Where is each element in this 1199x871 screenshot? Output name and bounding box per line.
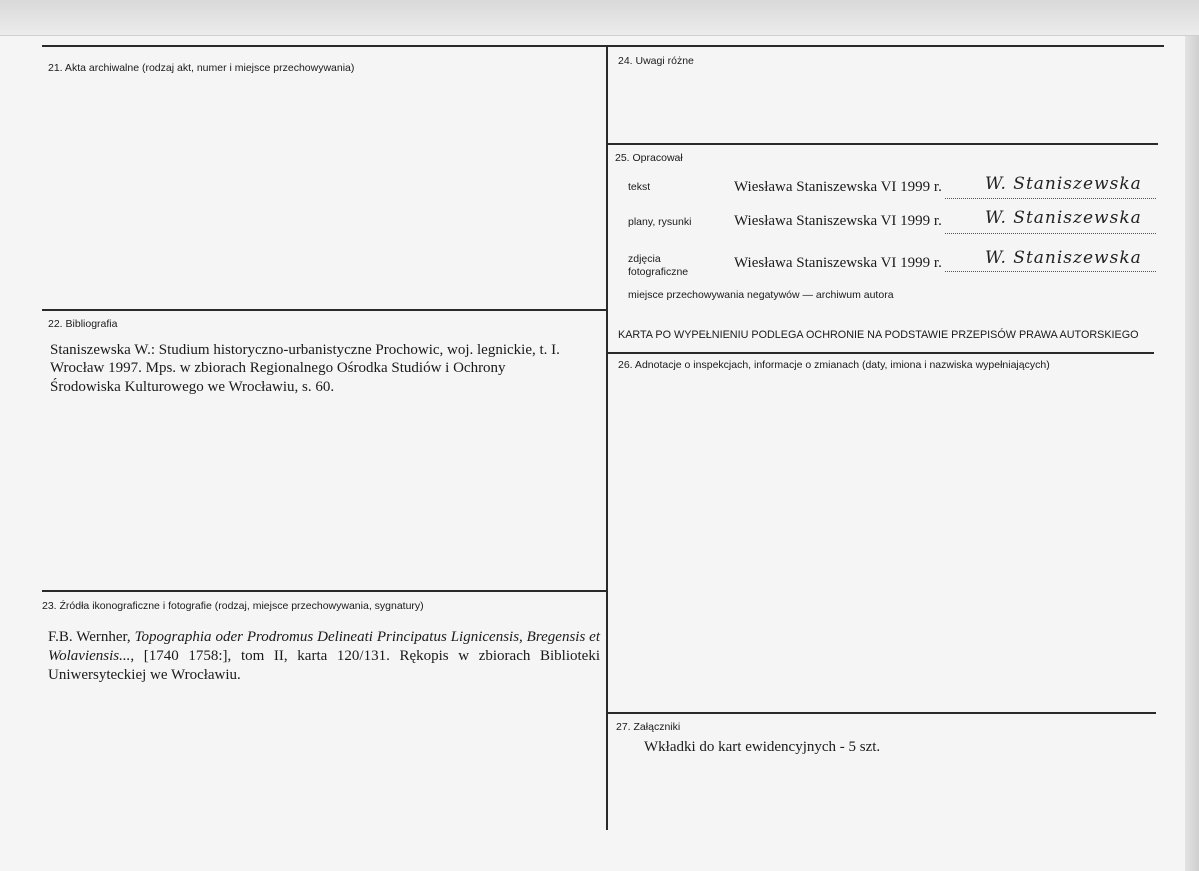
attachments-value: Wkładki do kart ewidencyjnych - 5 szt. <box>644 739 881 755</box>
scan-right-edge <box>1185 36 1199 871</box>
iconography-text <box>48 628 600 685</box>
iconography-prefix: F.B. Wernher, <box>48 629 135 645</box>
rule-23 <box>42 590 608 592</box>
prepared-row-photos-value: Wiesława Staniszewska VI 1999 r. <box>734 255 942 271</box>
prepared-row-text-value: Wiesława Staniszewska VI 1999 r. <box>734 179 942 195</box>
signature-line-plans <box>945 233 1156 234</box>
rule-26 <box>608 352 1154 354</box>
signature-photos: W. Staniszewska <box>985 248 1142 268</box>
section-27-label: 27. Załączniki <box>616 721 681 733</box>
top-rule-right <box>608 45 1164 47</box>
bibliography-line-3: Środowiska Kulturowego we Wrocławiu, s. 60. <box>50 379 335 395</box>
prepared-row-photos-label-2: fotograficzne <box>628 266 689 278</box>
section-25-label: 25. Opracował <box>615 152 683 164</box>
scan-top-edge <box>0 0 1199 36</box>
iconography-title: Topographia oder Prodromus Delineati Principatus Lignicensis, Bregensis et Wolaviensis... <box>48 629 600 664</box>
section-24-label: 24. Uwagi różne <box>618 55 694 67</box>
prepared-row-photos-label-1: zdjęcia <box>628 253 661 265</box>
bibliography-line-2: Wrocław 1997. Mps. w zbiorach Regionalnego Ośrodka Studiów i Ochrony <box>50 360 506 376</box>
signature-line-text <box>945 198 1156 199</box>
signature-line-photos <box>945 271 1156 272</box>
prepared-row-text-label: tekst <box>628 181 651 193</box>
rule-27 <box>608 712 1156 714</box>
rule-22 <box>42 309 608 311</box>
copyright-notice: KARTA PO WYPEŁNIENIU PODLEGA OCHRONIE NA PODSTAWIE PRZEPISÓW PRAWA AUTORSKIEGO <box>618 329 1139 341</box>
rule-25 <box>608 143 1158 145</box>
prepared-row-plans-value: Wiesława Staniszewska VI 1999 r. <box>734 213 942 229</box>
top-rule-left <box>42 45 608 47</box>
signature-plans: W. Staniszewska <box>985 208 1142 228</box>
bibliography-line-1: Staniszewska W.: Studium historyczno-urbanistyczne Prochowic, woj. legnickie, t. I. <box>50 342 560 358</box>
section-21-label: 21. Akta archiwalne (rodzaj akt, numer i miejsce przechowywania) <box>48 62 355 74</box>
negatives-storage: miejsce przechowywania negatywów — archiwum autora <box>628 289 894 301</box>
prepared-row-plans-label: plany, rysunki <box>628 216 692 228</box>
iconography-rest: , [1740 1758:], tom II, karta 120/131. Rękopis w zbiorach Biblioteki Uniwersyteckiej we Wrocławiu. <box>48 648 600 683</box>
section-22-label: 22. Bibliografia <box>48 318 118 330</box>
section-26-label: 26. Adnotacje o inspekcjach, informacje o zmianach (daty, imiona i nazwiska wypełniających) <box>618 359 1050 371</box>
signature-text: W. Staniszewska <box>985 174 1142 194</box>
section-23-label: 23. Źródła ikonograficzne i fotografie (rodzaj, miejsce przechowywania, sygnatury) <box>42 600 424 612</box>
